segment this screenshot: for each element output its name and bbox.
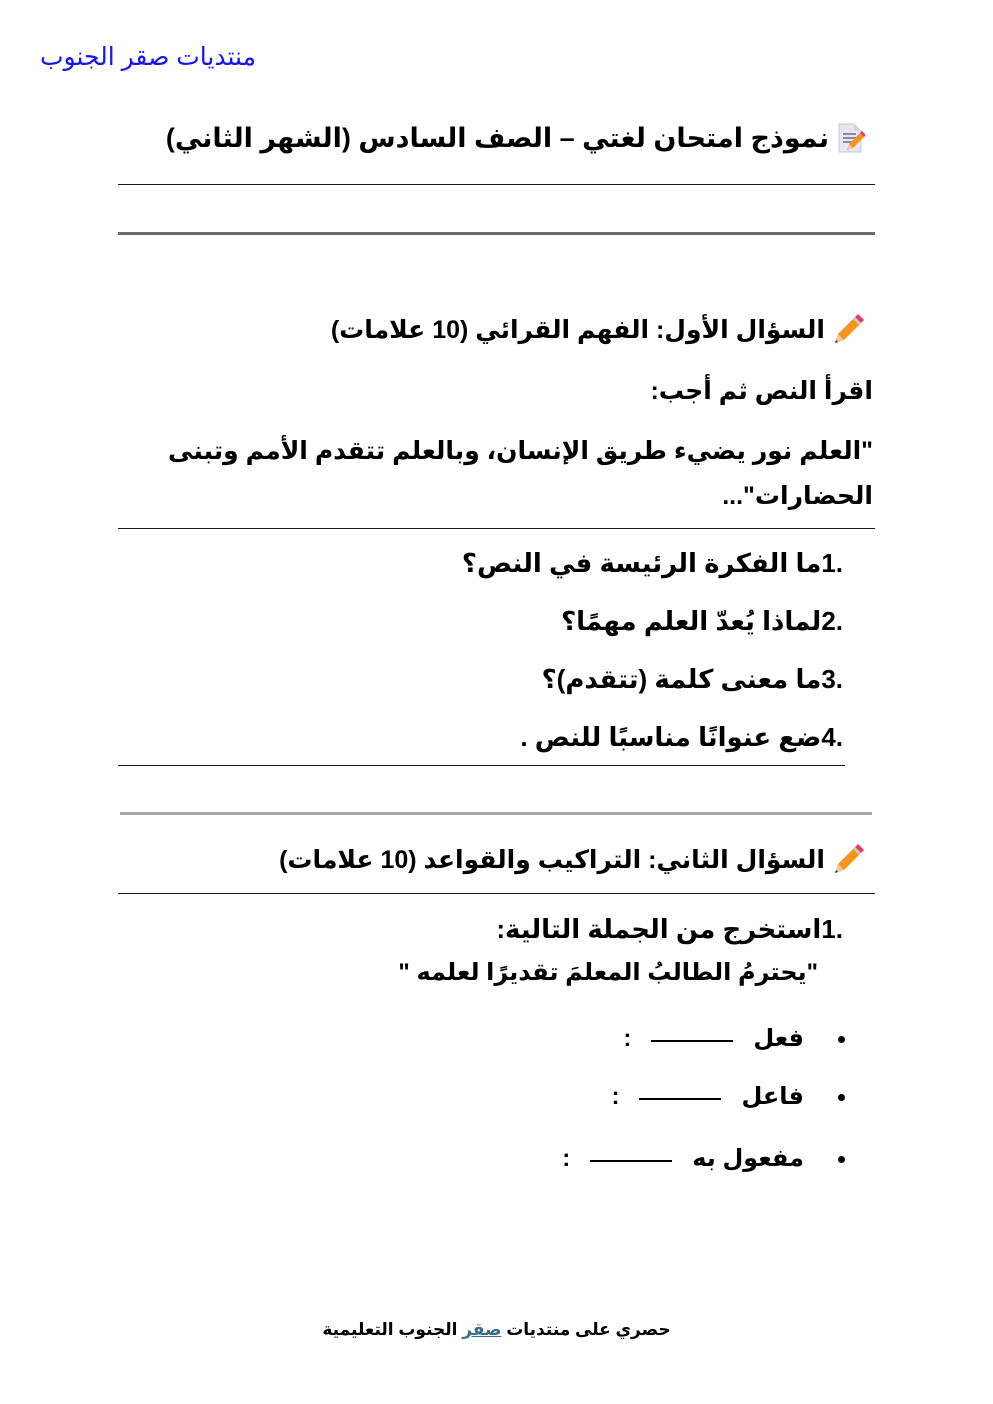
footer-credit: حصري على منتديات صقر الجنوب التعليمية (322, 1320, 671, 1339)
blank-row-object: مفعول به : (562, 1144, 845, 1173)
answer-blank[interactable] (639, 1098, 721, 1100)
pencil-icon (831, 843, 865, 877)
question1-heading (331, 313, 865, 347)
divider (118, 184, 875, 185)
question1-item: 1. ما الفكرة الرئيسة في النص؟ (461, 548, 843, 578)
question2-item: 1. استخرج من الجملة التالية: (496, 914, 843, 944)
blank-row-verb: فعل : (623, 1024, 845, 1053)
divider (118, 765, 845, 766)
exam-title (166, 122, 865, 154)
answer-blank[interactable] (651, 1040, 733, 1042)
question2-title: السؤال الثاني: التراكيب والقواعد (10 علامات) (279, 846, 825, 874)
question1-title: السؤال الأول: الفهم القرائي (10 علامات) (330, 316, 825, 344)
exam-title-text: نموذج امتحان لغتي – الصف السادس (الشهر الثاني) (165, 122, 829, 153)
passage-line-1: "العلم نور يضيء طريق الإنسان، وبالعلم تتقدم الأمم وتبنى (168, 437, 873, 465)
divider (118, 232, 875, 235)
question1-item: 2. لماذا يُعدّ العلم مهمًا؟ (561, 606, 843, 636)
divider (120, 812, 872, 815)
question1-item: 3. ما معنى كلمة (تتقدم)؟ (541, 664, 843, 694)
forum-watermark: منتديات صقر الجنوب (40, 43, 256, 71)
question2-heading (279, 843, 865, 877)
divider (118, 528, 875, 529)
question1-instruction: اقرأ النص ثم أجب: (650, 377, 873, 405)
divider (118, 893, 875, 894)
answer-blank[interactable] (590, 1160, 672, 1162)
blank-row-subject: فاعل : (611, 1082, 845, 1111)
bullet-icon (838, 1094, 845, 1101)
pencil-icon (831, 313, 865, 347)
forum-link[interactable]: صقر (462, 1320, 502, 1339)
question1-item: 4. ضع عنوانًا مناسبًا للنص . (520, 722, 843, 752)
memo-pencil-icon (835, 122, 865, 154)
bullet-icon (838, 1036, 845, 1043)
bullet-icon (838, 1156, 845, 1163)
passage-line-2: الحضارات"... (722, 482, 873, 510)
question2-sentence: "يحترمُ الطالبُ المعلمَ تقديرًا لعلمه " (398, 959, 818, 986)
